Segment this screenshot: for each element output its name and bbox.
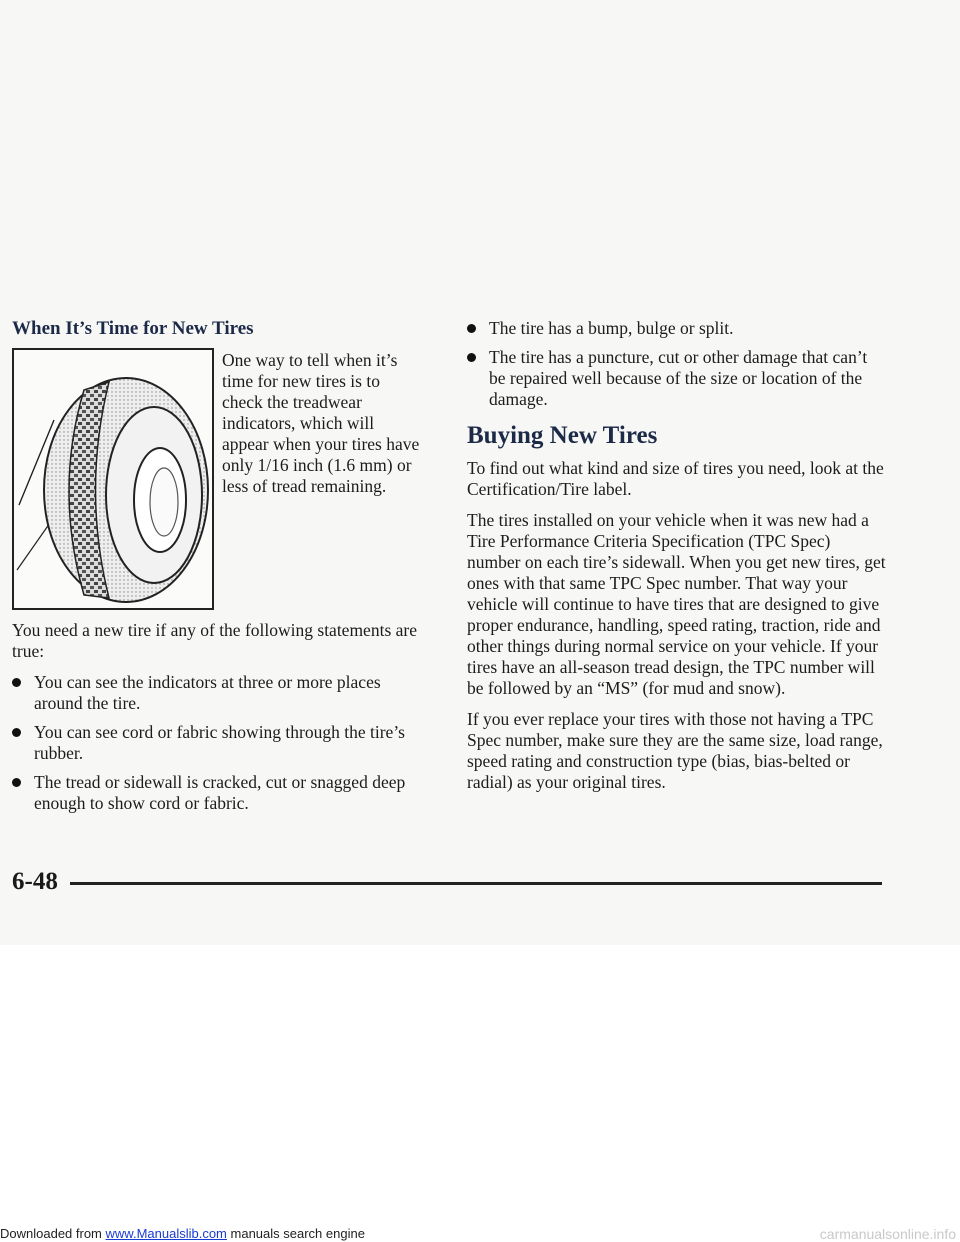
list-item: The tire has a puncture, cut or other damage that can’t be repaired well because of the size or location of the damage. bbox=[467, 347, 887, 410]
bullet-icon bbox=[12, 778, 21, 787]
bullet-icon bbox=[467, 353, 476, 362]
paragraph-tpc-spec: The tires installed on your vehicle when it was new had a Tire Performance Criteria Specification (TPC Spec) number on each tire’s sidewall. When you get new tires, get ones with that same TPC Spec number. That way your vehicle will continue to have tires that are designed to give proper endurance, handling, speed rating, traction, ride and other things during normal service on your vehicle. If your tires have an all-season tread design, the TPC number will be followed by an “MS” (for mud and snow). bbox=[467, 510, 886, 698]
paragraph-certification: To find out what kind and size of tires you need, look at the Certification/Tire label. bbox=[467, 458, 884, 499]
download-bar bbox=[0, 1226, 960, 1242]
page-number: 6-48 bbox=[12, 868, 58, 895]
footer-rule bbox=[70, 882, 882, 885]
paragraph-replacement: If you ever replace your tires with those not having a TPC Spec number, make sure they are the same size, load range, speed rating and construction type (bias, bias-belted or radial) as your original tires. bbox=[467, 709, 883, 792]
left-column bbox=[12, 318, 422, 822]
bullet-icon bbox=[12, 678, 21, 687]
intro-paragraph: You need a new tire if any of the following statements are true: bbox=[12, 620, 417, 661]
list-item: The tread or sidewall is cracked, cut or snagged deep enough to show cord or fabric. bbox=[12, 772, 422, 814]
figure-row bbox=[12, 348, 422, 620]
bullet-icon bbox=[467, 324, 476, 333]
new-tire-conditions-list bbox=[12, 672, 422, 814]
list-item: You can see cord or fabric showing through the tire’s rubber. bbox=[12, 722, 422, 764]
section-title-buying-new-tires: Buying New Tires bbox=[467, 422, 658, 449]
right-column bbox=[467, 318, 887, 793]
list-item: You can see the indicators at three or more places around the tire. bbox=[12, 672, 422, 714]
damage-conditions-list bbox=[467, 318, 887, 410]
tire-illustration-box bbox=[12, 348, 214, 610]
figure-caption-text: One way to tell when it’s time for new tires is to check the treadwear indicators, which will appear when your tires have only 1/16 inch (1.6 mm) or less of tread remaining. bbox=[222, 350, 420, 496]
list-item: The tire has a bump, bulge or split. bbox=[467, 318, 887, 339]
manualslib-link[interactable]: www.Manualslib.com bbox=[105, 1226, 227, 1241]
bullet-icon bbox=[12, 728, 21, 737]
watermark-text: carmanualsonline.info bbox=[819, 1226, 956, 1242]
section-title-new-tires: When It’s Time for New Tires bbox=[12, 318, 254, 339]
download-source-text: Downloaded from www.Manualslib.com manuals search engine bbox=[0, 1226, 365, 1241]
tire-icon bbox=[14, 350, 212, 608]
